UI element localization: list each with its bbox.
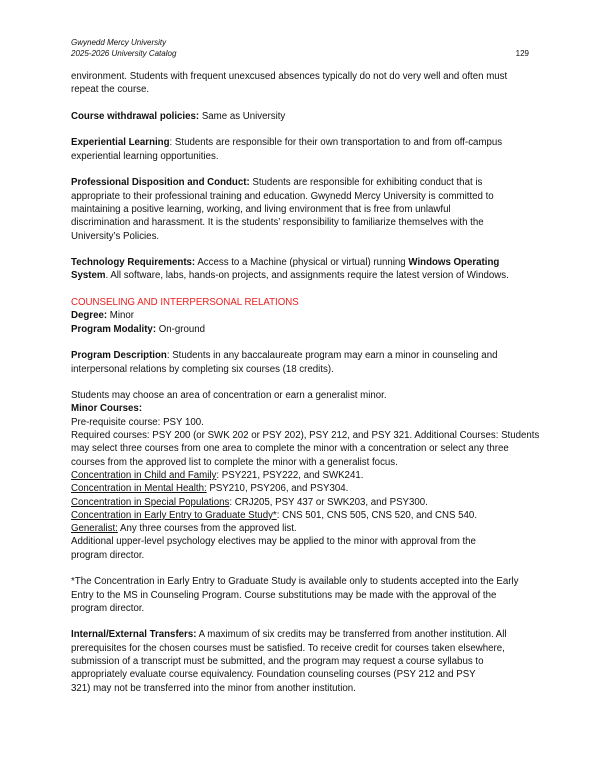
text-line	[71, 549, 541, 562]
underlined-label: Generalist:	[71, 523, 118, 535]
text-span: Students are responsible for exhibiting conduct that is	[249, 177, 483, 189]
text-span: Pre-requisite course: PSY 100.	[71, 416, 204, 428]
blank-line	[71, 562, 541, 575]
blank-line	[71, 97, 541, 110]
text-span: : CNS 501, CNS 505, CNS 520, and CNS 540.	[276, 509, 478, 521]
text-span: prerequisites for the chosen courses must be satisfied. To receive credit for courses taken elsewhere,	[71, 642, 505, 654]
header-catalog-title: 2025-2026 University Catalog	[71, 49, 177, 58]
bold-label: Course withdrawal policies:	[71, 110, 200, 122]
text-line	[71, 602, 541, 615]
text-line	[71, 668, 541, 681]
text-span: Any three courses from the approved list.	[117, 523, 297, 535]
text-line	[71, 203, 541, 216]
bold-label: Windows Operating	[408, 257, 500, 269]
text-line	[71, 176, 541, 189]
text-span: discrimination and harassment. It is the students’ responsibility to familiarize themselves with the	[71, 217, 484, 229]
text-line	[71, 83, 541, 96]
text-line	[71, 402, 541, 415]
text-line	[71, 482, 541, 495]
text-line	[71, 535, 541, 548]
text-span: Same as University	[199, 110, 286, 122]
bold-label: System	[71, 270, 106, 282]
blank-line	[71, 243, 541, 256]
bold-label: Program Modality:	[71, 323, 157, 335]
text-line	[71, 363, 541, 376]
bold-label: Experiential Learning	[71, 137, 170, 149]
bold-label: Program Description	[71, 350, 167, 362]
section-heading: COUNSELING AND INTERPERSONAL RELATIONS	[71, 297, 299, 309]
text-line	[71, 575, 541, 588]
text-line	[71, 110, 541, 123]
text-span: experiential learning opportunities.	[71, 150, 219, 162]
text-line	[71, 389, 541, 402]
text-line	[71, 216, 541, 229]
text-span: *The Concentration in Early Entry to Graduate Study is available only to students accepted into the Early	[71, 576, 519, 588]
header-institution: Gwynedd Mercy University	[71, 38, 167, 47]
blank-line	[71, 336, 541, 349]
underlined-label: Concentration in Child and Family	[71, 469, 217, 481]
text-line	[71, 150, 541, 163]
text-span: repeat the course.	[71, 84, 150, 96]
text-line	[71, 256, 541, 269]
text-line	[71, 456, 541, 469]
text-line	[71, 682, 541, 695]
text-span: Additional upper-level psychology electives may be applied to the minor with approval from the	[71, 536, 476, 548]
text-span: : PSY221, PSY222, and SWK241.	[216, 469, 364, 481]
text-span: may select three courses from one area to complete the minor with a concentration or select any three	[71, 443, 509, 455]
blank-line	[71, 376, 541, 389]
text-span: Entry to the MS in Counseling Program. Course substitutions may be made with the approval of the	[71, 589, 497, 601]
blank-line	[71, 615, 541, 628]
text-span: PSY210, PSY206, and PSY304.	[206, 483, 349, 495]
text-span: courses from the approved list to complete the minor with a generalist focus.	[71, 456, 398, 468]
text-span: Students may choose an area of concentration or earn a generalist minor.	[71, 390, 387, 402]
text-span: : Students are responsible for their own transportation to and from off-campus	[169, 137, 503, 149]
blank-line	[71, 123, 541, 136]
text-line	[71, 442, 541, 455]
text-line	[71, 429, 541, 442]
bold-label: Technology Requirements:	[71, 257, 196, 269]
text-line	[71, 296, 541, 309]
underlined-label: Concentration in Mental Health:	[71, 483, 207, 495]
text-line	[71, 190, 541, 203]
text-span: program director.	[71, 602, 145, 614]
page-number: 129	[515, 49, 529, 58]
underlined-label: Concentration in Special Populations	[71, 496, 230, 508]
text-span: interpersonal relations by completing six courses (18 credits).	[71, 363, 334, 375]
blank-line	[71, 283, 541, 296]
text-span: appropriately evaluate course equivalency. Foundation counseling courses (PSY 212 and PSY	[71, 669, 476, 681]
text-span: submission of a transcript must be submitted, and the program may request a course syllabus to	[71, 656, 484, 668]
text-line	[71, 469, 541, 482]
text-line	[71, 309, 541, 322]
text-line	[71, 349, 541, 362]
text-span: A maximum of six credits may be transferred from another institution. All	[196, 629, 507, 641]
bold-label: Minor Courses:	[71, 403, 143, 415]
text-line	[71, 509, 541, 522]
text-span: : CRJ205, PSY 437 or SWK203, and PSY300.	[229, 496, 428, 508]
text-line	[71, 655, 541, 668]
text-span: On-ground	[156, 323, 206, 335]
bold-label: Professional Disposition and Conduct:	[71, 177, 250, 189]
underlined-label: Concentration in Early Entry to Graduate Study*	[71, 509, 277, 521]
text-line	[71, 628, 541, 641]
text-span: environment. Students with frequent unexcused absences typically do not do very well and often must	[71, 71, 508, 82]
text-line	[71, 269, 541, 282]
bold-label: Internal/External Transfers:	[71, 629, 197, 641]
text-span: Required courses: PSY 200 (or SWK 202 or PSY 202), PSY 212, and PSY 321. Additional Courses: Students	[71, 430, 540, 442]
text-span: . All software, labs, hands-on projects, and assignments require the latest version of Windows.	[105, 270, 509, 282]
document-body	[71, 70, 541, 695]
text-span: program director.	[71, 549, 145, 561]
text-span: Access to a Machine (physical or virtual) running	[195, 257, 409, 269]
text-line	[71, 642, 541, 655]
text-line	[71, 589, 541, 602]
text-line	[71, 496, 541, 509]
text-line	[71, 416, 541, 429]
blank-line	[71, 163, 541, 176]
text-line	[71, 136, 541, 149]
text-span: 321) may not be transferred into the minor from another institution.	[71, 682, 356, 694]
text-line	[71, 323, 541, 336]
text-span: appropriate to their professional training and education. Gwynedd Mercy University is committed to	[71, 190, 494, 202]
text-line	[71, 522, 541, 535]
text-span: Minor	[107, 310, 134, 322]
text-span: University’s Policies.	[71, 230, 160, 242]
text-line	[71, 230, 541, 243]
text-span: maintaining a positive learning, working, and living environment that is free from unlawful	[71, 203, 451, 215]
text-line	[71, 70, 541, 83]
bold-label: Degree:	[71, 310, 108, 322]
text-span: : Students in any baccalaureate program may earn a minor in counseling and	[166, 350, 498, 362]
